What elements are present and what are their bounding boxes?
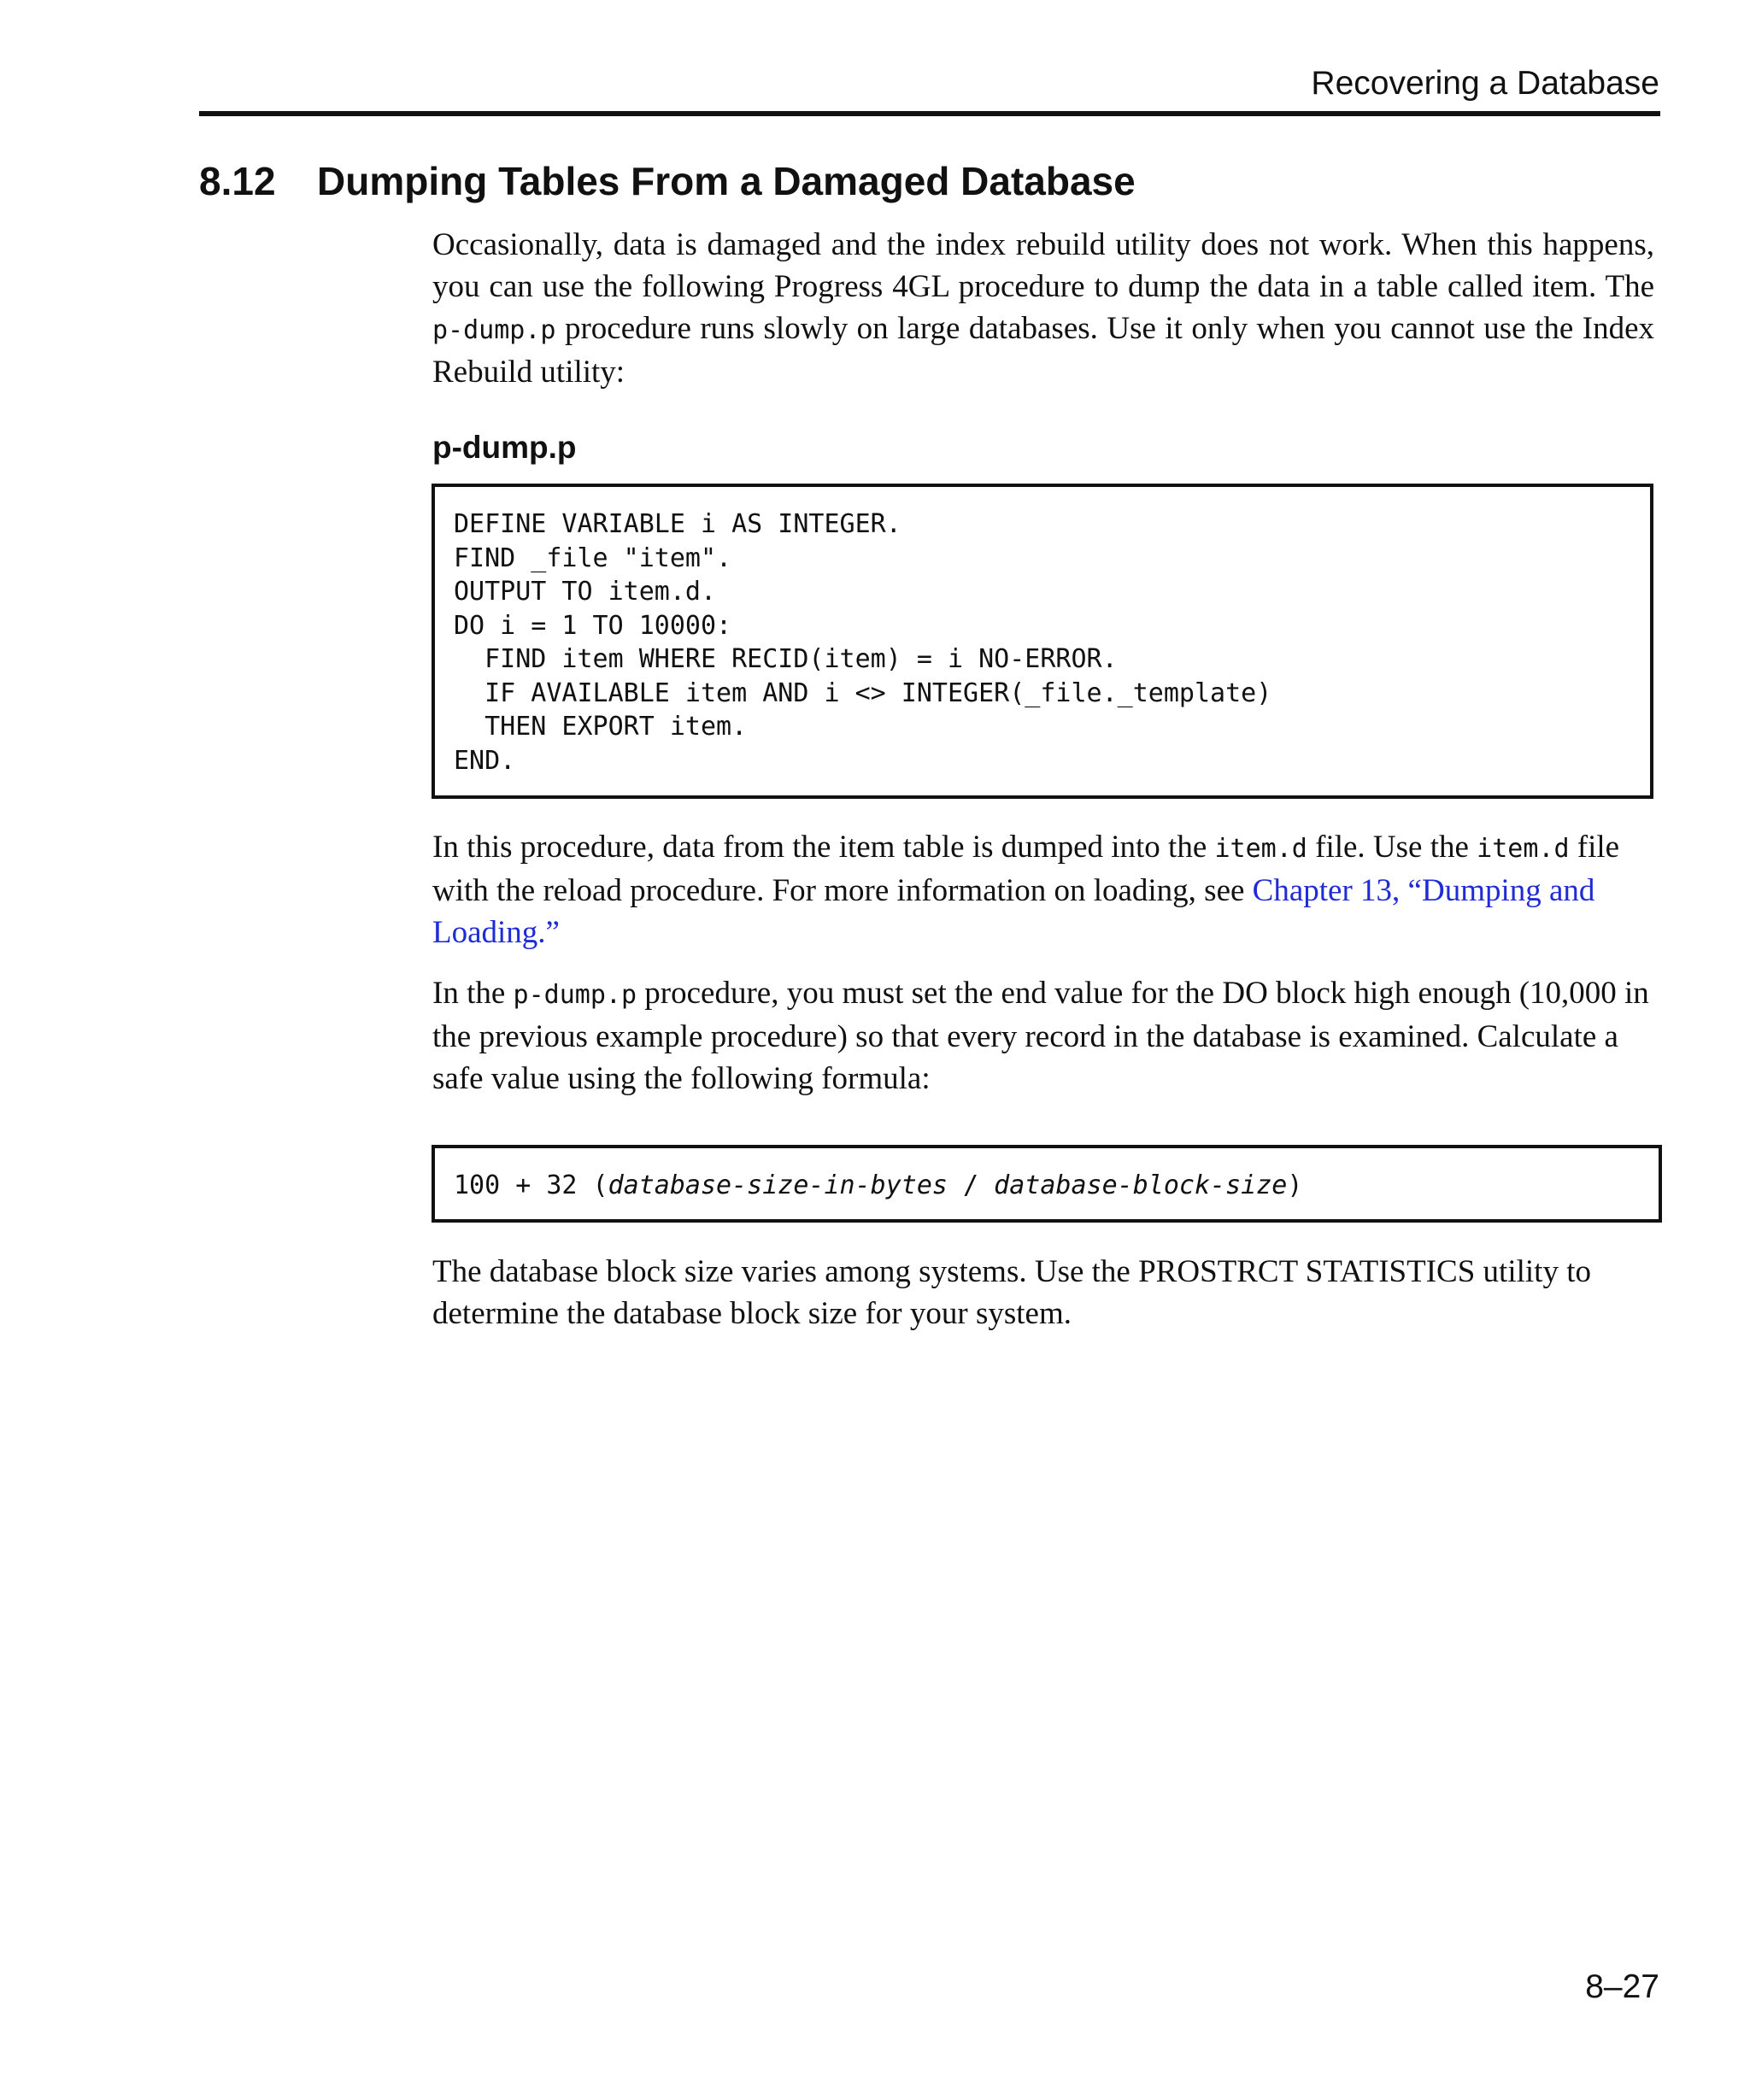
procedure-paragraph xyxy=(432,826,1654,953)
formula-var-block-size: database-block-size xyxy=(994,1170,1288,1200)
code-heading-block xyxy=(432,430,1654,466)
section-title: Dumping Tables From a Damaged Database xyxy=(317,159,1136,203)
intro-paragraph-block xyxy=(432,224,1654,393)
formula-intro-text-1: In the xyxy=(432,976,514,1011)
block-size-paragraph: The database block size varies among systems. Use the PROSTRCT STATISTICS utility to determine the database block size for your system. xyxy=(432,1254,1591,1331)
code-line: DO i = 1 TO 10000: xyxy=(454,610,732,641)
code-block xyxy=(432,484,1653,799)
code-line: THEN EXPORT item. xyxy=(454,712,748,742)
procedure-paragraph-block xyxy=(432,826,1654,953)
code-line: OUTPUT TO item.d. xyxy=(454,577,717,607)
code-line: IF AVAILABLE item AND i <> INTEGER(_file._template) xyxy=(454,678,1272,708)
block-size-paragraph-block xyxy=(432,1251,1654,1334)
code-heading: p-dump.p xyxy=(432,430,577,465)
procedure-code-item-d-2: item.d xyxy=(1477,834,1570,864)
page-number: 8–27 xyxy=(1585,1968,1659,2005)
procedure-text-1: In this procedure, data from the item table is dumped into the xyxy=(432,830,1215,865)
intro-code-p-dump: p-dump.p xyxy=(432,315,556,345)
chapter-13-link[interactable]: Chapter 13, “Dumping and Loading.” xyxy=(432,873,1595,950)
procedure-text-3: file with the reload procedure. For more information on loading, see xyxy=(432,830,1620,908)
formula-intro-text-2: procedure, you must set the end value for the DO block high enough (10,000 in the previous example procedure) so that every record in the database is examined. Calculate a safe value using the following formula: xyxy=(432,976,1649,1096)
section-heading xyxy=(199,158,1136,204)
formula-intro-paragraph-block xyxy=(432,972,1654,1100)
intro-text-2: procedure runs slowly on large databases. Use it only when you cannot use the Index Rebuild utility: xyxy=(432,311,1654,390)
formula-intro-code-p-dump: p-dump.p xyxy=(513,980,637,1010)
running-header-title: Recovering a Database xyxy=(1311,65,1659,102)
code-line: FIND _file "item". xyxy=(454,543,732,573)
formula-line xyxy=(454,1169,1641,1203)
code-line: FIND item WHERE RECID(item) = i NO-ERROR. xyxy=(454,644,1118,674)
section-number: 8.12 xyxy=(199,159,276,203)
formula-operator: / xyxy=(947,1170,995,1200)
formula-prefix: 100 + 32 ( xyxy=(454,1170,608,1200)
intro-text-1: Occasionally, data is damaged and the index rebuild utility does not work. When this happens, you can use the following Progress 4GL procedure to dump the data in a table called item. The xyxy=(432,227,1654,304)
formula-intro-paragraph xyxy=(432,972,1654,1100)
header-rule xyxy=(199,111,1660,116)
code-line: DEFINE VARIABLE i AS INTEGER. xyxy=(454,509,901,539)
intro-paragraph xyxy=(432,224,1654,393)
procedure-code-item-d: item.d xyxy=(1214,834,1307,864)
procedure-text-2: file. Use the xyxy=(1307,830,1477,865)
formula-suffix: ) xyxy=(1287,1170,1303,1200)
formula-var-database-size: database-size-in-bytes xyxy=(608,1170,948,1200)
code-line: END. xyxy=(454,745,516,776)
formula-box xyxy=(432,1145,1662,1223)
